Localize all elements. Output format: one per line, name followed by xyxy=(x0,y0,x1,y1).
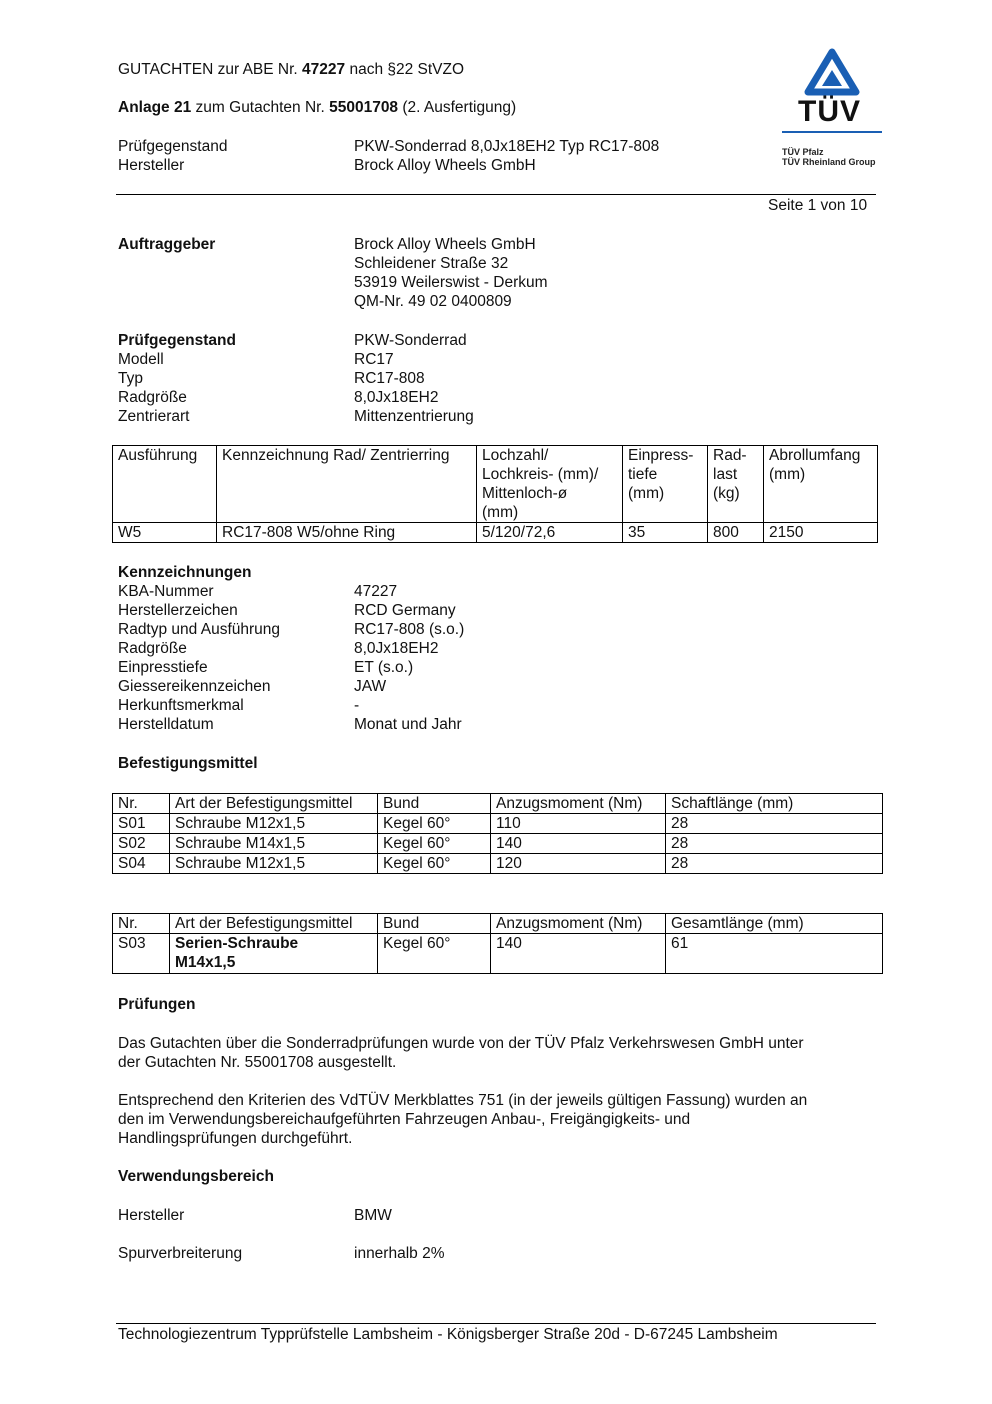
marking-value: 47227 xyxy=(354,583,398,600)
table-header-cell: Kennzeichnung Rad/ Zentrierring xyxy=(217,446,477,523)
fastener-table-header xyxy=(113,794,883,814)
attachment-mid: zum Gutachten Nr. xyxy=(195,99,325,116)
table-header-cell: Art der Befestigungsmittel xyxy=(170,794,378,814)
table-cell: S04 xyxy=(113,854,170,874)
table-cell: RC17-808 W5/ohne Ring xyxy=(217,523,477,543)
model-value: RC17 xyxy=(354,351,394,368)
report-number: 55001708 xyxy=(329,99,399,116)
table-header-cell: Art der Befestigungsmittel xyxy=(170,914,378,934)
table-cell: 140 xyxy=(491,834,666,854)
edition: (2. Ausfertigung) xyxy=(402,99,517,116)
footer-address: Technologiezentrum Typprüfstelle Lambsheim - Königsberger Straße 20d - D-67245 Lambsheim xyxy=(118,1326,778,1343)
table-cell: 28 xyxy=(666,854,883,874)
marking-label: Radtyp und Ausführung xyxy=(118,621,281,638)
table-cell: 140 xyxy=(491,934,666,974)
attachment-line xyxy=(118,98,516,117)
abe-number: 47227 xyxy=(302,61,346,78)
table-header-cell: Rad- last (kg) xyxy=(708,446,764,523)
fasteners-title: Befestigungsmittel xyxy=(118,755,258,772)
table-cell: Kegel 60° xyxy=(378,814,491,834)
series-fastener-table-header xyxy=(113,914,883,934)
header-manufacturer-value: Brock Alloy Wheels GmbH xyxy=(354,157,536,174)
marking-label: Giessereikennzeichen xyxy=(118,678,271,695)
table-row xyxy=(113,854,883,874)
table-cell: 110 xyxy=(491,814,666,834)
marking-label: Radgröße xyxy=(118,640,187,657)
markings-title: Kennzeichnungen xyxy=(118,564,252,581)
marking-label: Herstellerzeichen xyxy=(118,602,238,619)
tests-paragraph-line: Handlingsprüfungen durchgeführt. xyxy=(118,1130,353,1147)
header-divider xyxy=(116,194,876,195)
footer-divider xyxy=(116,1323,876,1324)
table-cell: 120 xyxy=(491,854,666,874)
table-header-cell: Einpress- tiefe (mm) xyxy=(623,446,708,523)
marking-label: Herkunftsmerkmal xyxy=(118,697,244,714)
centering-label: Zentrierart xyxy=(118,408,190,425)
marking-value: - xyxy=(354,697,360,714)
attachment-label: Anlage 21 xyxy=(118,99,192,116)
table-cell: S03 xyxy=(113,934,170,974)
type-value: RC17-808 xyxy=(354,370,425,387)
series-fastener-table xyxy=(112,913,883,974)
marking-value: Monat und Jahr xyxy=(354,716,462,733)
table-cell: S01 xyxy=(113,814,170,834)
table-cell: 61 xyxy=(666,934,883,974)
title-suffix: nach §22 StVZO xyxy=(349,61,465,78)
marking-value: RCD Germany xyxy=(354,602,456,619)
report-title xyxy=(118,60,464,79)
table-cell: Kegel 60° xyxy=(378,834,491,854)
wheel-table xyxy=(112,445,878,543)
page-number: Seite 1 von 10 xyxy=(768,197,868,214)
table-header-cell: Gesamtlänge (mm) xyxy=(666,914,883,934)
table-cell: 800 xyxy=(708,523,764,543)
client-line: Schleidener Straße 32 xyxy=(354,255,509,272)
table-header-cell: Abrollumfang (mm) xyxy=(764,446,878,523)
usage-title: Verwendungsbereich xyxy=(118,1168,274,1185)
marking-value: 8,0Jx18EH2 xyxy=(354,640,439,657)
table-cell: W5 xyxy=(113,523,217,543)
subject-value: PKW-Sonderrad xyxy=(354,332,467,349)
fastener-table xyxy=(112,793,883,874)
tests-paragraph-line: Das Gutachten über die Sonderradprüfungen wurde von der TÜV Pfalz Verkehrswesen GmbH unter xyxy=(118,1035,804,1052)
table-header-cell: Schaftlänge (mm) xyxy=(666,794,883,814)
table-header-cell: Bund xyxy=(378,914,491,934)
table-row xyxy=(113,523,878,543)
client-line: 53919 Weilerswist - Derkum xyxy=(354,274,548,291)
subject-label: Prüfgegenstand xyxy=(118,332,236,349)
wheel-table-header xyxy=(113,446,878,523)
table-cell: 2150 xyxy=(764,523,878,543)
marking-value: ET (s.o.) xyxy=(354,659,414,676)
table-cell: Schraube M12x1,5 xyxy=(170,854,378,874)
marking-label: Einpresstiefe xyxy=(118,659,208,676)
size-value: 8,0Jx18EH2 xyxy=(354,389,439,406)
table-header-cell: Nr. xyxy=(113,914,170,934)
table-cell: Schraube M12x1,5 xyxy=(170,814,378,834)
tuv-line2: TÜV Rheinland Group xyxy=(782,157,876,167)
table-header-cell: Anzugsmoment (Nm) xyxy=(491,794,666,814)
centering-value: Mittenzentrierung xyxy=(354,408,474,425)
tuv-brand: TÜV xyxy=(798,95,861,128)
client-label: Auftraggeber xyxy=(118,236,216,253)
marking-label: KBA-Nummer xyxy=(118,583,214,600)
table-cell: Kegel 60° xyxy=(378,934,491,974)
size-label: Radgröße xyxy=(118,389,187,406)
type-label: Typ xyxy=(118,370,143,387)
tests-paragraph-line: Entsprechend den Kriterien des VdTÜV Merkblattes 751 (in der jeweils gültigen Fassung) wurden an xyxy=(118,1092,808,1109)
title-prefix: GUTACHTEN zur ABE Nr. xyxy=(118,61,298,78)
table-cell: 28 xyxy=(666,834,883,854)
usage-manufacturer-value: BMW xyxy=(354,1207,392,1224)
marking-value: RC17-808 (s.o.) xyxy=(354,621,465,638)
table-header-cell: Nr. xyxy=(113,794,170,814)
table-cell: 5/120/72,6 xyxy=(477,523,623,543)
client-line: Brock Alloy Wheels GmbH xyxy=(354,236,536,253)
marking-value: JAW xyxy=(354,678,387,695)
tuv-logo xyxy=(760,48,920,173)
table-cell: 28 xyxy=(666,814,883,834)
usage-manufacturer-label: Hersteller xyxy=(118,1207,185,1224)
client-line: QM-Nr. 49 02 0400809 xyxy=(354,293,512,310)
table-header-cell: Ausführung xyxy=(113,446,217,523)
track-widening-value: innerhalb 2% xyxy=(354,1245,445,1262)
tests-title: Prüfungen xyxy=(118,996,196,1013)
table-row xyxy=(113,814,883,834)
header-subject-value: PKW-Sonderrad 8,0Jx18EH2 Typ RC17-808 xyxy=(354,138,660,155)
table-header-cell: Bund xyxy=(378,794,491,814)
track-widening-label: Spurverbreiterung xyxy=(118,1245,243,1262)
table-cell: Kegel 60° xyxy=(378,854,491,874)
table-row xyxy=(113,834,883,854)
tuv-line1: TÜV Pfalz xyxy=(782,147,824,157)
table-header-cell: Lochzahl/ Lochkreis- (mm)/ Mittenloch-ø (mm) xyxy=(477,446,623,523)
tests-paragraph-line: den im Verwendungsbereichaufgeführten Fahrzeugen Anbau-, Freigängigkeits- und xyxy=(118,1111,691,1128)
marking-label: Herstelldatum xyxy=(118,716,214,733)
table-cell: Schraube M14x1,5 xyxy=(170,834,378,854)
table-cell: S02 xyxy=(113,834,170,854)
header-manufacturer-label: Hersteller xyxy=(118,157,185,174)
header-subject-label: Prüfgegenstand xyxy=(118,138,228,155)
model-label: Modell xyxy=(118,351,164,368)
table-cell: 35 xyxy=(623,523,708,543)
table-header-cell: Anzugsmoment (Nm) xyxy=(491,914,666,934)
table-cell: Serien-Schraube M14x1,5 xyxy=(170,934,378,974)
table-row xyxy=(113,934,883,974)
tests-paragraph-line: der Gutachten Nr. 55001708 ausgestellt. xyxy=(118,1054,397,1071)
